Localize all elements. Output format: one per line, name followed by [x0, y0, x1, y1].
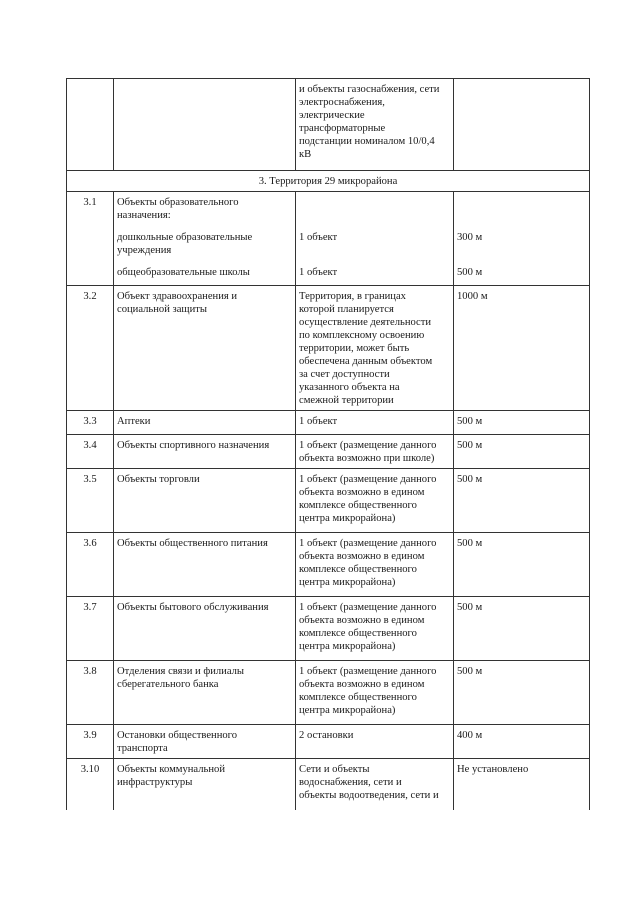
- continuation-value-text: и объекты газоснабжения, сети электроснабжения, электрические трансформаторные подстанции номиналом 10/0,4 кВ: [299, 84, 440, 160]
- sub-item-name: общеобразовательные школы: [117, 267, 250, 278]
- row-value: [296, 759, 454, 811]
- row-name-text: Объекты бытового обслуживания: [117, 602, 269, 613]
- row-name-text: Объект здравоохранения и социальной защиты: [117, 291, 238, 315]
- row-distance: [454, 192, 590, 286]
- sub-item-distance: 300 м: [457, 232, 483, 243]
- row-value: [296, 469, 454, 533]
- row-distance: 500 м: [454, 411, 590, 435]
- table-row: [67, 411, 590, 435]
- row-value: [296, 661, 454, 725]
- row-name-text: Объекты торговли: [117, 474, 200, 485]
- row-name: [114, 192, 296, 286]
- sub-item-name: дошкольные образовательные учреждения: [117, 232, 253, 256]
- table-row: [67, 533, 590, 597]
- table-row: [67, 192, 590, 286]
- cell-distance: [454, 79, 590, 171]
- row-number: 3.1: [67, 192, 114, 286]
- row-value-text: Территория, в границах которой планируется осуществление деятельности по комплексному освоению территории, может быть обеспечена данным объектом за счет доступности указанного объекта на смежной территории: [299, 291, 433, 406]
- row-number: 3.5: [67, 469, 114, 533]
- row-value-text: 1 объект: [299, 416, 338, 427]
- row-number: 3.3: [67, 411, 114, 435]
- section-heading-row: [67, 171, 590, 192]
- row-name: [114, 725, 296, 759]
- row-value: [296, 286, 454, 411]
- row-name: [114, 661, 296, 725]
- sub-item-value: 1 объект: [299, 267, 338, 278]
- row-name: [114, 435, 296, 469]
- cell-num: [67, 79, 114, 171]
- row-value: [296, 533, 454, 597]
- row-distance: 400 м: [454, 725, 590, 759]
- row-number: 3.7: [67, 597, 114, 661]
- row-name-text: Аптеки: [117, 416, 151, 427]
- table-row: [67, 435, 590, 469]
- row-name: [114, 411, 296, 435]
- table-row: [67, 661, 590, 725]
- row-name: [114, 759, 296, 811]
- row-value-text: 1 объект (размещение данного объекта возможно в едином комплексе общественного центра микрорайона): [299, 602, 437, 652]
- row-number: 3.4: [67, 435, 114, 469]
- row-value-text: 1 объект (размещение данного объекта возможно в едином комплексе общественного центра микрорайона): [299, 474, 437, 524]
- table-row-continuation: [67, 79, 590, 171]
- row-distance: 500 м: [454, 469, 590, 533]
- row-distance: 500 м: [454, 597, 590, 661]
- cell-name: [114, 79, 296, 171]
- row-name-text: Объекты общественного питания: [117, 538, 268, 549]
- cell-value: [296, 79, 454, 171]
- row-value: [296, 192, 454, 286]
- row-value-text: 1 объект (размещение данного объекта возможно при школе): [299, 440, 437, 464]
- row-number: 3.6: [67, 533, 114, 597]
- row-distance: 500 м: [454, 533, 590, 597]
- row-distance: 1000 м: [454, 286, 590, 411]
- section-title: 3. Территория 29 микрорайона: [67, 171, 590, 192]
- row-name-text: Объекты образовательного назначения:: [117, 197, 239, 221]
- row-distance: 500 м: [454, 661, 590, 725]
- sub-item-distance: 500 м: [457, 267, 483, 278]
- table-row: [67, 286, 590, 411]
- row-number: 3.8: [67, 661, 114, 725]
- sub-item-value: 1 объект: [299, 232, 338, 243]
- row-value: [296, 725, 454, 759]
- row-name: [114, 533, 296, 597]
- row-name-text: Объекты спортивного назначения: [117, 440, 270, 451]
- row-name: [114, 597, 296, 661]
- table-row: [67, 725, 590, 759]
- row-distance: Не установлено: [454, 759, 590, 811]
- row-value-text: 1 объект (размещение данного объекта возможно в едином комплексе общественного центра микрорайона): [299, 538, 437, 588]
- row-distance: 500 м: [454, 435, 590, 469]
- table-row: [67, 469, 590, 533]
- row-name: [114, 286, 296, 411]
- row-name-text: Остановки общественного транспорта: [117, 730, 238, 754]
- table-row: [67, 759, 590, 811]
- table-row: [67, 597, 590, 661]
- row-number: 3.9: [67, 725, 114, 759]
- row-value: [296, 435, 454, 469]
- row-value-text: Сети и объекты водоснабжения, сети и объекты водоотведения, сети и: [299, 764, 439, 801]
- row-value-text: 1 объект (размещение данного объекта возможно в едином комплексе общественного центра микрорайона): [299, 666, 437, 716]
- row-name: [114, 469, 296, 533]
- row-value: [296, 597, 454, 661]
- row-name-text: Объекты коммунальной инфраструктуры: [117, 764, 225, 788]
- row-value-text: 2 остановки: [299, 730, 354, 741]
- planning-table: [66, 78, 590, 810]
- row-number: 3.2: [67, 286, 114, 411]
- row-name-text: Отделения связи и филиалы сберегательного банка: [117, 666, 245, 690]
- row-number: 3.10: [67, 759, 114, 811]
- row-value: [296, 411, 454, 435]
